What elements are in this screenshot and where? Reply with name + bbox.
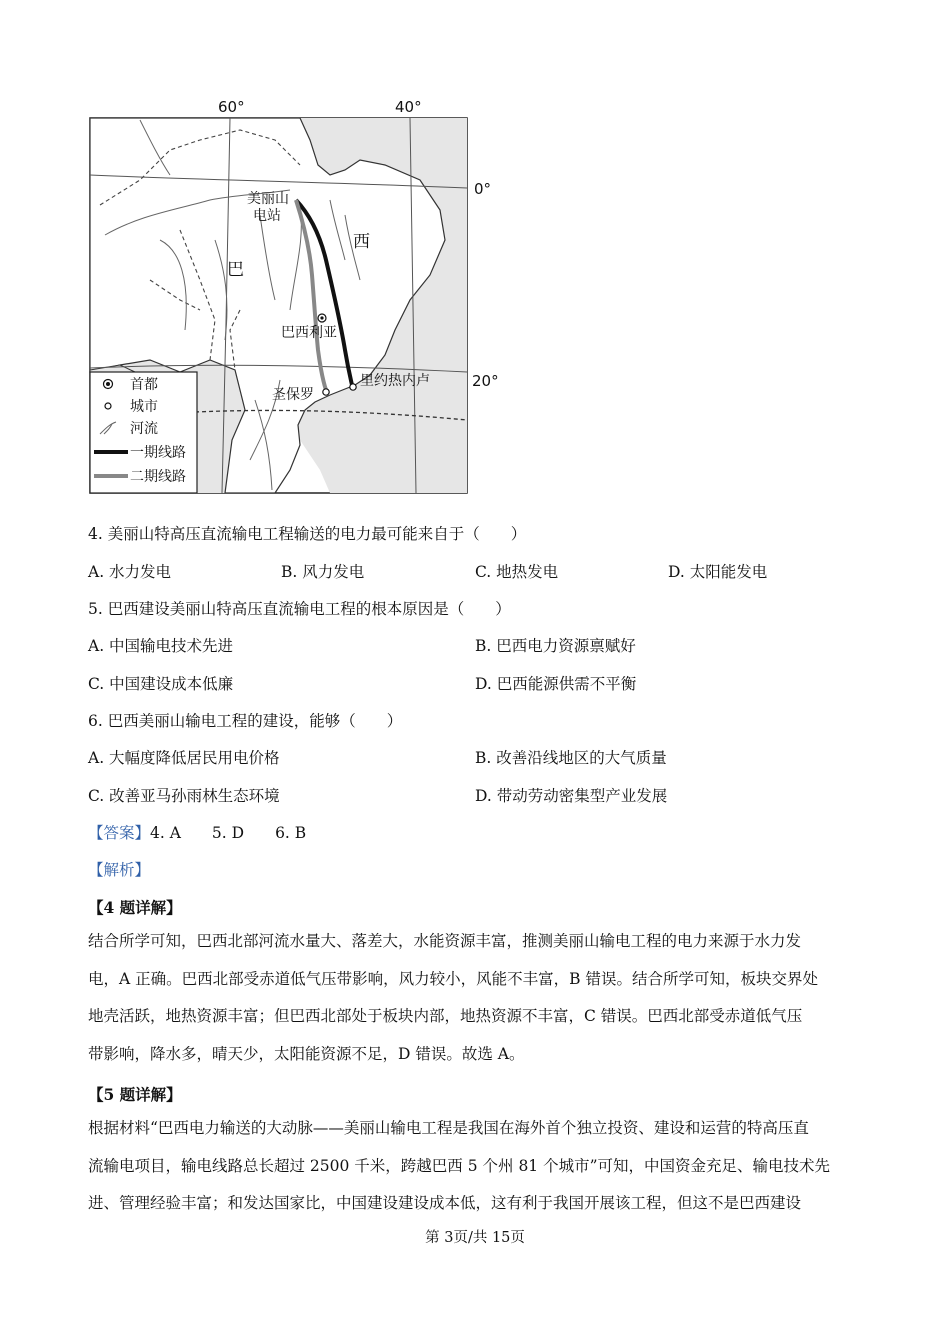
sao-paulo-marker	[323, 389, 329, 395]
q5-option-a[interactable]: A. 中国输电技术先进	[88, 637, 234, 655]
country-char-xi: 西	[353, 232, 370, 252]
q4-option-b[interactable]: B. 风力发电	[281, 563, 365, 581]
sao-paulo-label: 圣保罗	[272, 387, 314, 403]
q5-option-c[interactable]: C. 中国建设成本低廉	[88, 675, 234, 693]
capital-label: 巴西利亚	[281, 325, 337, 341]
answer-text: 4. A 5. D 6. B	[150, 824, 307, 842]
station-label-line2: 电站	[253, 208, 281, 224]
question-4-stem: 4. 美丽山特高压直流输电工程输送的电力最可能来自于（ ）	[88, 525, 527, 543]
page-footer: 第 3页/共 15页	[425, 1230, 525, 1246]
brazil-map-figure	[0, 0, 520, 505]
detail-5-title: 【5 题详解】	[88, 1085, 182, 1104]
question-6-stem: 6. 巴西美丽山输电工程的建设，能够（ ）	[88, 712, 403, 730]
detail-5-line: 进、管理经验丰富；和发达国家比，中国建设建设成本低，这有利于我国开展该工程，但这不是巴西建设	[88, 1194, 802, 1212]
analysis-tag: 【解析】	[88, 861, 151, 879]
brazil-map	[0, 0, 520, 505]
detail-4-line: 电，A 正确。巴西北部受赤道低气压带影响，风力较小，风能不丰富，B 错误。结合所学可知，板块交界处	[88, 969, 818, 988]
q4-option-d[interactable]: D. 太阳能发电	[668, 563, 768, 581]
detail-4-line: 地壳活跃，地热资源丰富；但巴西北部处于板块内部，地热资源不丰富，C 错误。巴西北部受赤道低气压	[88, 1007, 803, 1025]
question-5-stem: 5. 巴西建设美丽山特高压直流输电工程的根本原因是（ ）	[88, 600, 511, 618]
detail-5-line: 流输电项目，输电线路总长超过 2500 千米，跨越巴西 5 个州 81 个城市”可知，中国资金充足、输电技术先	[88, 1156, 831, 1175]
lon-label-60: 60°	[218, 98, 245, 116]
detail-4-paragraph	[88, 923, 878, 1073]
rio-marker	[350, 384, 356, 390]
lon-label-40: 40°	[395, 98, 422, 116]
legend-phase1-label: 一期线路	[130, 445, 186, 461]
q5-option-b[interactable]: B. 巴西电力资源禀赋好	[475, 637, 636, 655]
rio-label: 里约热内卢	[360, 373, 430, 389]
legend-capital-label: 首都	[130, 377, 158, 393]
legend-river-label: 河流	[130, 421, 158, 437]
detail-4-line: 带影响，降水多，晴天少，太阳能资源不足，D 错误。故选 A。	[88, 1044, 525, 1063]
answer-tag: 【答案】	[88, 824, 151, 842]
lat-label-0: 0°	[474, 180, 492, 198]
legend-city-icon	[105, 403, 111, 409]
detail-4-title: 【4 题详解】	[88, 898, 182, 917]
q6-option-d[interactable]: D. 带动劳动密集型产业发展	[475, 787, 668, 805]
q5-option-d[interactable]: D. 巴西能源供需不平衡	[475, 675, 637, 693]
detail-4-line: 结合所学可知，巴西北部河流水量大、落差大，水能资源丰富，推测美丽山输电工程的电力来源于水力发	[88, 932, 802, 950]
q4-option-c[interactable]: C. 地热发电	[475, 563, 559, 581]
lat-label-20: 20°	[472, 372, 499, 390]
legend-city-label: 城市	[130, 399, 158, 415]
q6-option-a[interactable]: A. 大幅度降低居民用电价格	[88, 749, 280, 767]
legend-phase2-label: 二期线路	[130, 469, 186, 485]
station-label-line1: 美丽山	[247, 191, 289, 207]
answer-line	[88, 821, 306, 843]
detail-5-line: 根据材料“巴西电力输送的大动脉——美丽山输电工程是我国在海外首个独立投资、建设和运营的特高压直	[88, 1119, 809, 1137]
q4-option-a[interactable]: A. 水力发电	[88, 563, 172, 581]
q6-option-b[interactable]: B. 改善沿线地区的大气质量	[475, 749, 667, 767]
country-char-ba: 巴	[227, 260, 244, 280]
detail-5-paragraph	[88, 1110, 878, 1223]
q6-option-c[interactable]: C. 改善亚马孙雨林生态环境	[88, 787, 280, 805]
